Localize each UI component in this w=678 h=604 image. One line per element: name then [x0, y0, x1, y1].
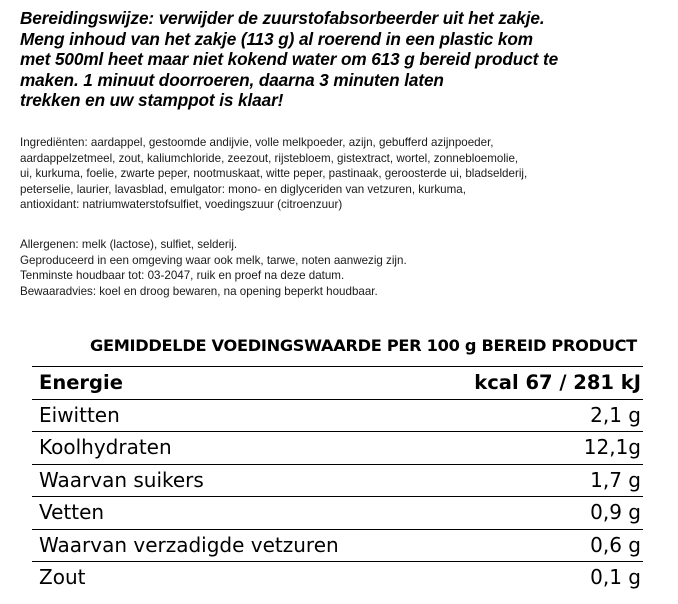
row-value: 0,6 g	[590, 532, 641, 557]
preparation-line: trekken en uw stamppot is klaar!	[20, 90, 284, 110]
row-value: 12,1g	[583, 435, 641, 459]
row-label: Zout	[39, 565, 86, 589]
table-row	[32, 562, 643, 594]
table-row	[32, 530, 643, 563]
preparation-line: Meng inhoud van het zakje (113 g) al roerend in een plastic kom	[20, 28, 533, 49]
row-value: kcal 67 / 281 kJ	[474, 371, 641, 394]
ingredients-line: peterselie, laurier, lavasblad, emulgator: mono- en diglyceriden van vetzuren, kurkuma,	[20, 182, 466, 196]
table-row-energy	[32, 367, 643, 400]
row-label: Waarvan verzadigde vetzuren	[39, 532, 339, 557]
row-value: 0,1 g	[590, 565, 641, 589]
row-label: Energie	[39, 371, 123, 394]
ingredients-line: Ingrediënten: aardappel, gestoomde andijvie, volle melkpoeder, azijn, gebufferd azijnpoeder,	[20, 136, 494, 149]
ingredients-list	[20, 135, 675, 213]
preparation-line: Bereidingswijze: verwijder de zuurstofabsorbeerder uit het zakje.	[20, 8, 545, 28]
storage-advice: Bewaaradvies: koel en droog bewaren, na opening beperkt houdbaar.	[20, 284, 378, 298]
best-before-text: Tenminste houdbaar tot: 03-2047, ruik en proef na deze datum.	[20, 269, 345, 283]
row-value: 0,9 g	[590, 500, 641, 524]
row-label: Vetten	[39, 500, 105, 524]
row-value: 1,7 g	[590, 467, 641, 492]
allergens-text: Allergenen: melk (lactose), sulfiet, selderij.	[20, 238, 238, 251]
nutrition-table	[32, 366, 643, 594]
table-row	[32, 400, 643, 433]
production-note: Geproduceerd in een omgeving waar ook melk, tarwe, noten aanwezig zijn.	[20, 253, 407, 267]
table-row	[32, 465, 643, 498]
product-info	[20, 237, 675, 299]
ingredients-line: ui, kurkuma, foelie, zwarte peper, nootmuskaat, witte peper, pastinaak, geroosterde ui, bladselderij,	[20, 167, 528, 181]
preparation-line: maken. 1 minuut doorroeren, daarna 3 minuten laten	[20, 69, 444, 90]
ingredients-line: antioxidant: natriumwaterstofsulfiet, voedingszuur (citroenzuur)	[20, 198, 343, 212]
row-label: Koolhydraten	[39, 435, 172, 459]
preparation-line: met 500ml heet maar niet kokend water om 613 g bereid product te	[20, 49, 559, 69]
table-row	[32, 497, 643, 530]
row-label: Eiwitten	[39, 402, 120, 427]
table-row	[32, 432, 643, 465]
row-label: Waarvan suikers	[39, 467, 204, 492]
preparation-instructions	[20, 8, 670, 111]
nutrition-title: GEMIDDELDE VOEDINGSWAARDE PER 100 g BEREID PRODUCT	[90, 336, 637, 355]
row-value: 2,1 g	[590, 402, 641, 427]
ingredients-line: aardappelzetmeel, zout, kaliumchloride, zeezout, rijstebloem, gistextract, wortel, zonnebloemolie,	[20, 151, 519, 165]
